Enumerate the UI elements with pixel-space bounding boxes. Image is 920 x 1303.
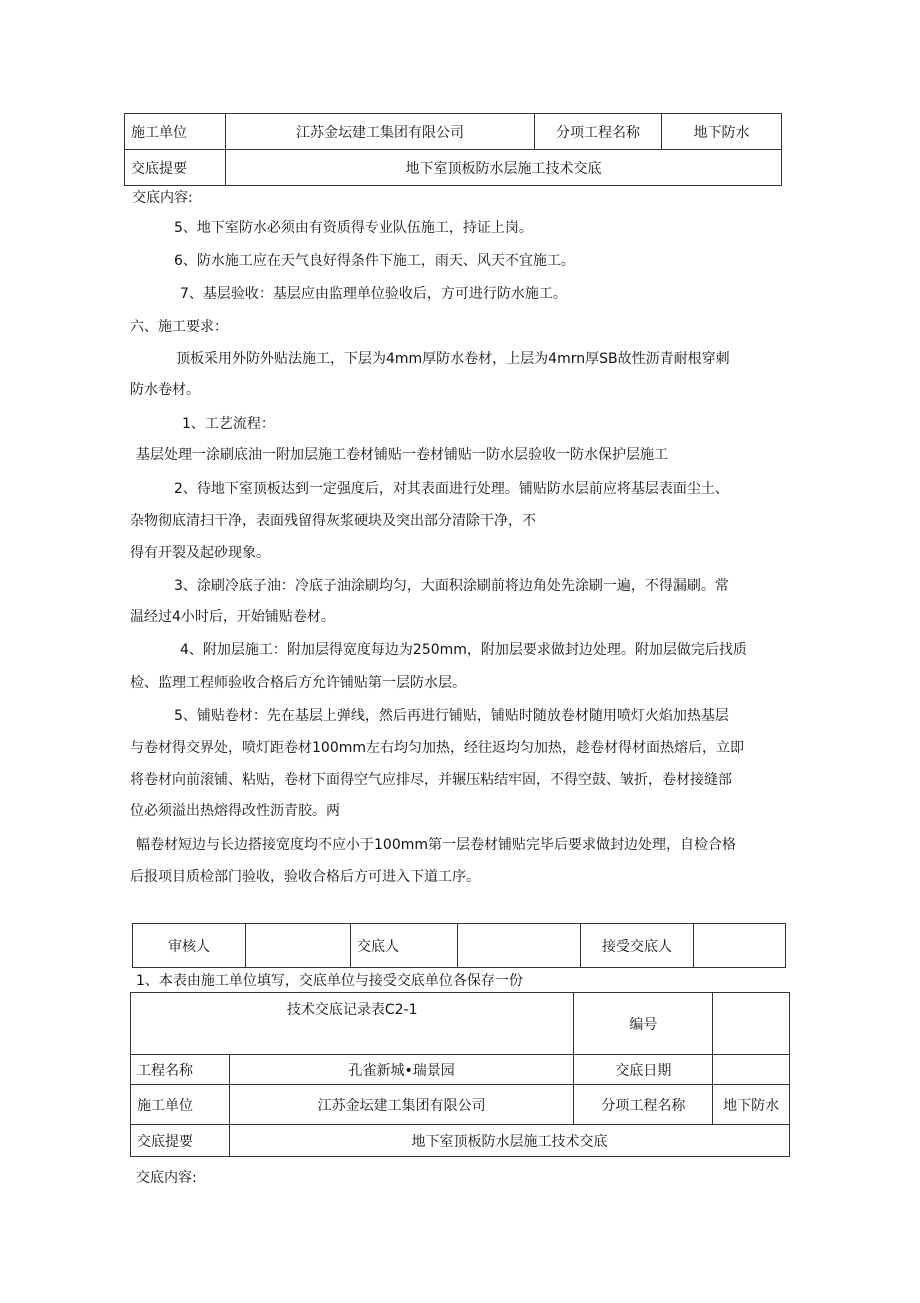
- section-6-title: 六、施工要求：: [130, 319, 228, 335]
- step-2-line-2: 杂物彻底清扫干净，表面残留得灰浆硬块及突出部分清除干净，不: [130, 513, 536, 529]
- summary-value: 地下室顶板防水层施工技术交底: [226, 150, 782, 186]
- bottom-subproject-value: 地下防水: [713, 1085, 790, 1125]
- step-3-line-2: 温经过4小时后，开始铺贴卷材。: [130, 609, 335, 625]
- step-3-line-1: 3、涂刷冷底子油：冷底子油涂刷均匀，大面积涂刷前将边角处先涂刷一遍，不得漏刷。常: [174, 578, 729, 594]
- step-4-line-1: 4、附加层施工：附加层得宽度每边为250mm，附加层要求做封边处理。附加层做完后找质: [180, 642, 747, 658]
- step-5-line-3: 将卷材向前滚铺、粘贴，卷材下面得空气应排尽，并辗压粘结牢固，不得空鼓、皱折，卷材接缝部: [130, 772, 732, 788]
- footnote: 1、本表由施工单位填写，交底单位与接受交底单位各保存一份: [136, 973, 523, 989]
- unit-value: 江苏金坛建工集团有限公司: [226, 114, 535, 150]
- receiver-field: [694, 924, 786, 968]
- step-5-line-6: 后报项目质检部门验收，验收合格后方可进入下道工序。: [130, 869, 480, 885]
- step-5-line-4: 位必须溢出热熔得改性沥青胶。两: [130, 803, 340, 819]
- item-6: 6、防水施工应在天气良好得条件下施工，雨天、风天不宜施工。: [174, 253, 575, 269]
- item-7: 7、基层验收：基层应由监理单位验收后，方可进行防水施工。: [180, 286, 567, 302]
- discloser-field: [458, 924, 581, 968]
- subproject-label: 分项工程名称: [535, 114, 662, 150]
- date-field: [713, 1055, 790, 1085]
- step-5-line-2: 与卷材得交界处，喷灯距卷材100mm左右均匀加热，经往返均匀加热，趁卷材得材面热熔后，立即: [130, 740, 744, 756]
- receiver-label: 接受交底人: [581, 924, 694, 968]
- discloser-label: 交底人: [351, 924, 458, 968]
- form-title: 技术交底记录表C2-1: [131, 993, 574, 1055]
- number-label: 编号: [574, 993, 713, 1055]
- reviewer-field: [246, 924, 351, 968]
- roof-paragraph-line-2: 防水卷材。: [130, 382, 200, 398]
- number-field: [713, 993, 790, 1055]
- step-5-line-1: 5、铺贴卷材：先在基层上弹线，然后再进行铺贴，铺贴时随放卷材随用喷灯火焰加热基层: [174, 708, 729, 724]
- bottom-unit-value: 江苏金坛建工集团有限公司: [230, 1085, 574, 1125]
- roof-paragraph-line-1: 顶板采用外防外贴法施工，下层为4mm厚防水卷材，上层为4mrn厚SB故性沥青耐根穿刺: [176, 351, 730, 367]
- project-label: 工程名称: [131, 1055, 230, 1085]
- top-info-table: [124, 113, 782, 186]
- step-2-line-1: 2、待地下室顶板达到一定强度后，对其表面进行处理。铺贴防水层前应将基层表面尘土、: [174, 481, 729, 497]
- date-label: 交底日期: [574, 1055, 713, 1085]
- step-4-line-2: 检、监理工程师验收合格后方允许铺贴第一层防水层。: [130, 675, 466, 691]
- content-label: 交底内容:: [132, 190, 193, 206]
- subproject-value: 地下防水: [662, 114, 782, 150]
- process-flow: 基层处理一涂刷底油一附加层施工卷材铺贴一卷材铺贴一防水层验收一防水保护层施工: [136, 447, 668, 463]
- step-1-title: 1、工艺流程：: [182, 416, 275, 432]
- unit-label: 施工单位: [125, 114, 226, 150]
- signature-table: [132, 923, 786, 968]
- item-5: 5、地下室防水必须由有资质得专业队伍施工，持证上岗。: [174, 220, 533, 236]
- step-5-line-5: 幅卷材短边与长边搭接宽度均不应小于100mm第一层卷材铺贴完毕后要求做封边处理，自检合格: [136, 837, 736, 853]
- bottom-summary-value: 地下室顶板防水层施工技术交底: [230, 1125, 790, 1157]
- bottom-subproject-label: 分项工程名称: [574, 1085, 713, 1125]
- step-2-line-3: 得有开裂及起砂现象。: [130, 545, 270, 561]
- reviewer-label: 审核人: [133, 924, 246, 968]
- bottom-summary-label: 交底提要: [131, 1125, 230, 1157]
- bottom-content-label: 交底内容:: [136, 1170, 197, 1186]
- record-table: [130, 992, 790, 1157]
- bottom-unit-label: 施工单位: [131, 1085, 230, 1125]
- project-value: 孔雀新城•瑞景园: [230, 1055, 574, 1085]
- summary-label: 交底提要: [125, 150, 226, 186]
